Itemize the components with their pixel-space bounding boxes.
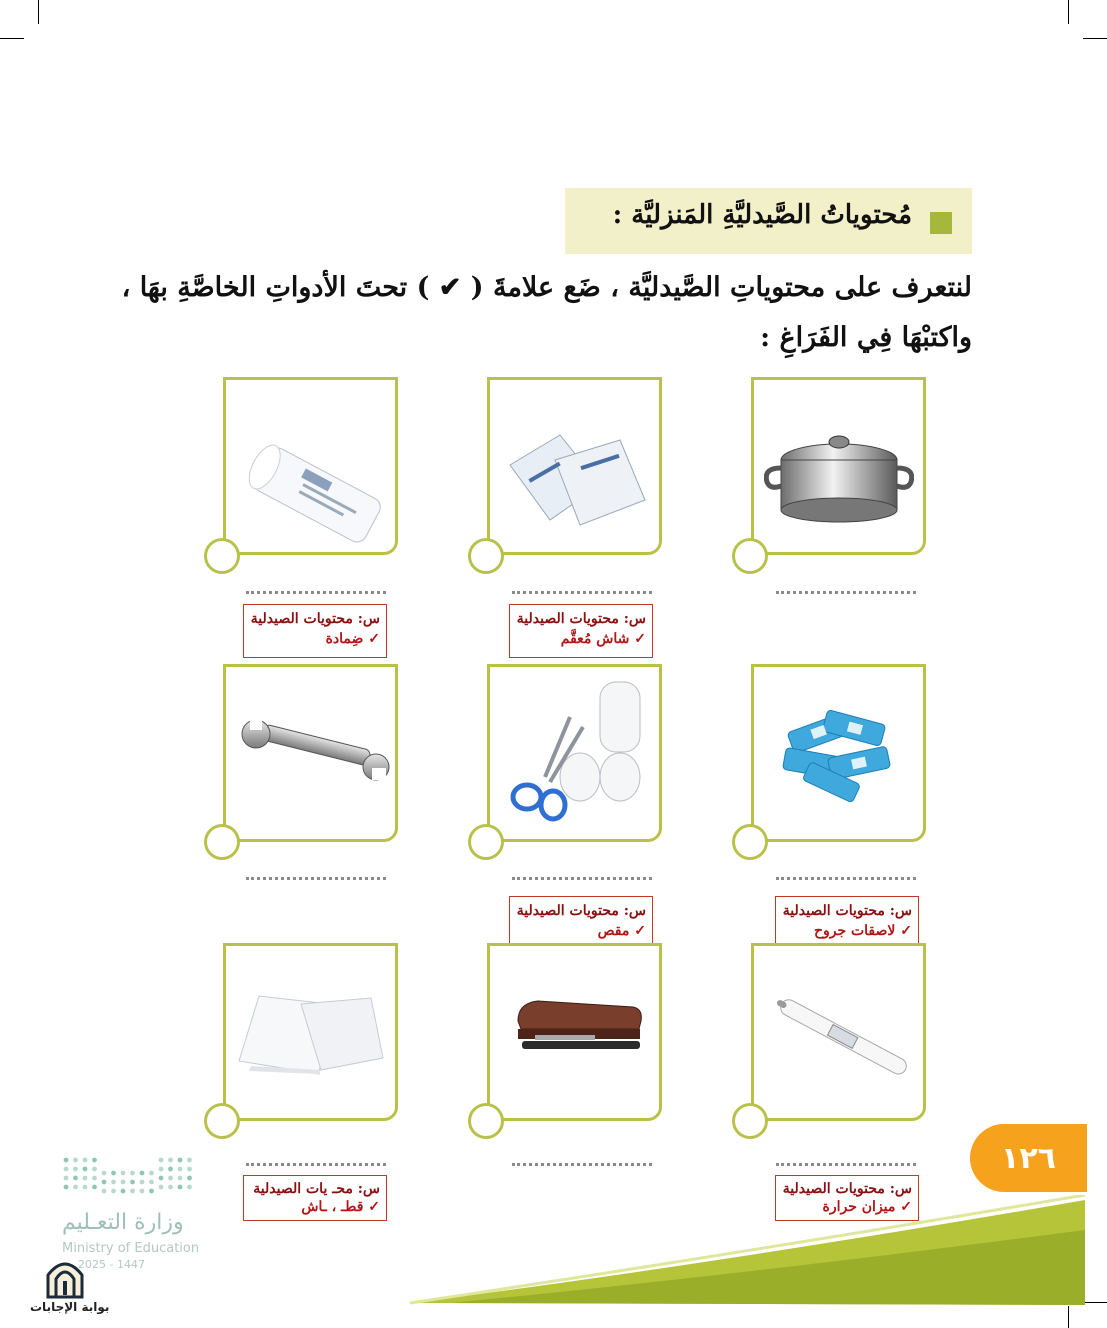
wrench-icon	[236, 712, 391, 792]
answer-box-cotton-gauze	[243, 1175, 387, 1221]
logo-dot	[159, 1158, 164, 1163]
logo-dot	[102, 1189, 107, 1194]
item-card-cotton-gauze	[223, 943, 398, 1121]
logo-dot	[159, 1167, 164, 1172]
logo-dot	[64, 1185, 69, 1190]
logo-dot	[178, 1167, 183, 1172]
logo-dot	[73, 1158, 78, 1163]
logo-dot	[121, 1189, 126, 1194]
check-circle-stapler[interactable]	[468, 1103, 504, 1139]
logo-dot	[159, 1176, 164, 1181]
answer-line-cooking-pot[interactable]	[776, 591, 916, 594]
logo-dot	[92, 1158, 97, 1163]
bullet-square-icon	[930, 212, 952, 234]
answers-portal-logo-icon	[44, 1255, 86, 1299]
item-card-scissors-bandages	[487, 664, 662, 842]
item-card-wrench	[223, 664, 398, 842]
cotton-gauze-icon	[231, 986, 391, 1076]
logo-dot	[83, 1176, 88, 1181]
ministry-logo-icon	[62, 1155, 197, 1200]
answer-question: س: محتويات الصيدلية	[516, 903, 646, 919]
answer-text: ✓ قطـ ، ـاش	[301, 1199, 380, 1215]
ministry-name-ar: وزارة التعـليم	[62, 1210, 184, 1235]
answer-box-gauze-packets	[509, 604, 653, 658]
answer-text: ✓ ميزان حرارة	[822, 1199, 912, 1215]
instruction-line-2: واكتبْهَا فِي الفَرَاغِ :	[760, 322, 972, 353]
instruction-line-1: لنتعرف على محتوياتِ الصَّيدليَّة ، ضَع علامةَ ( ✔ ) تحتَ الأدواتِ الخاصَّةِ بهَا ،	[121, 272, 972, 303]
bandage-roll-icon	[241, 440, 391, 545]
logo-dot	[130, 1180, 135, 1185]
answer-question: س: محتويات الصيدلية	[516, 611, 646, 627]
logo-dot	[178, 1185, 183, 1190]
answer-text: ✓ مقص	[597, 923, 646, 939]
answer-box-bandage-roll	[243, 604, 387, 658]
logo-dot	[178, 1158, 183, 1163]
logo-dot	[140, 1189, 145, 1194]
answer-line-bandage-roll[interactable]	[246, 591, 386, 594]
answer-line-stapler[interactable]	[512, 1163, 652, 1166]
logo-dot	[121, 1171, 126, 1176]
check-circle-gauze-packets[interactable]	[468, 538, 504, 574]
check-circle-adhesive-bandages[interactable]	[732, 824, 768, 860]
ministry-name-en: Ministry of Education	[62, 1241, 200, 1256]
logo-dot	[140, 1171, 145, 1176]
scissors-bandages-icon	[505, 677, 655, 827]
check-circle-cooking-pot[interactable]	[732, 538, 768, 574]
answer-question: س: محتويات الصيدلية	[250, 611, 380, 627]
answer-box-adhesive-bandages	[775, 896, 919, 950]
answer-line-scissors-bandages[interactable]	[512, 877, 652, 880]
answer-box-scissors-bandages	[509, 896, 653, 950]
logo-dot	[73, 1167, 78, 1172]
check-circle-cotton-gauze[interactable]	[204, 1103, 240, 1139]
logo-dot	[83, 1185, 88, 1190]
green-swoosh-decoration	[410, 1195, 1085, 1305]
answer-line-thermometer[interactable]	[776, 1163, 916, 1166]
check-circle-wrench[interactable]	[204, 824, 240, 860]
logo-dot	[64, 1158, 69, 1163]
answer-text: ✓ شاش مُعقَّم	[560, 631, 646, 647]
logo-dot	[130, 1189, 135, 1194]
answer-text: ✓ ضِمادة	[325, 631, 380, 647]
logo-dot	[64, 1167, 69, 1172]
logo-dot	[149, 1189, 154, 1194]
item-card-adhesive-bandages	[751, 664, 926, 842]
page-number-badge: ١٢٦	[970, 1124, 1087, 1192]
logo-dot	[102, 1180, 107, 1185]
logo-dot	[187, 1176, 192, 1181]
section-title: مُحتوياتُ الصَّيدليَّةِ المَنزليَّة :	[612, 200, 912, 230]
logo-dot	[73, 1185, 78, 1190]
logo-dot	[168, 1185, 173, 1190]
answer-text: ✓ لاصقات جروح	[813, 923, 912, 939]
gauze-packets-icon	[505, 425, 650, 535]
item-card-thermometer	[751, 943, 926, 1121]
answer-line-cotton-gauze[interactable]	[246, 1163, 386, 1166]
logo-dot	[73, 1176, 78, 1181]
answer-line-adhesive-bandages[interactable]	[776, 877, 916, 880]
logo-dot	[159, 1185, 164, 1190]
logo-dot	[92, 1185, 97, 1190]
logo-dot	[168, 1167, 173, 1172]
logo-dot	[111, 1171, 116, 1176]
cooking-pot-icon	[764, 420, 914, 530]
logo-dot	[187, 1167, 192, 1172]
logo-dot	[64, 1176, 69, 1181]
answers-portal-watermark: بوابة الإجابات	[30, 1300, 110, 1314]
check-circle-thermometer[interactable]	[732, 1103, 768, 1139]
logo-dot	[111, 1189, 116, 1194]
answer-question: س: محتويات الصيدلية	[782, 1181, 912, 1197]
ministry-year: 2025 - 1447	[78, 1258, 145, 1271]
answer-line-wrench[interactable]	[246, 877, 386, 880]
thermometer-icon	[769, 991, 919, 1081]
adhesive-bandages-icon	[774, 707, 904, 807]
logo-dot	[121, 1180, 126, 1185]
stapler-icon	[510, 991, 650, 1071]
logo-dot	[168, 1176, 173, 1181]
logo-dot	[92, 1176, 97, 1181]
logo-dot	[168, 1158, 173, 1163]
logo-dot	[149, 1180, 154, 1185]
logo-dot	[111, 1180, 116, 1185]
logo-dot	[83, 1167, 88, 1172]
logo-dot	[92, 1167, 97, 1172]
answer-question: س: محتويات الصيدلية	[782, 903, 912, 919]
logo-dot	[187, 1185, 192, 1190]
logo-dot	[149, 1171, 154, 1176]
check-circle-scissors-bandages[interactable]	[468, 824, 504, 860]
logo-dot	[130, 1171, 135, 1176]
logo-dot	[187, 1158, 192, 1163]
answer-line-gauze-packets[interactable]	[512, 591, 652, 594]
logo-dot	[83, 1158, 88, 1163]
item-card-gauze-packets	[487, 377, 662, 555]
item-card-cooking-pot	[751, 377, 926, 555]
check-circle-bandage-roll[interactable]	[204, 538, 240, 574]
answer-question: س: محـ يات الصيدلية	[253, 1181, 380, 1197]
item-card-stapler	[487, 943, 662, 1121]
item-card-bandage-roll	[223, 377, 398, 555]
logo-dot	[140, 1180, 145, 1185]
logo-dot	[178, 1176, 183, 1181]
logo-dot	[102, 1171, 107, 1176]
